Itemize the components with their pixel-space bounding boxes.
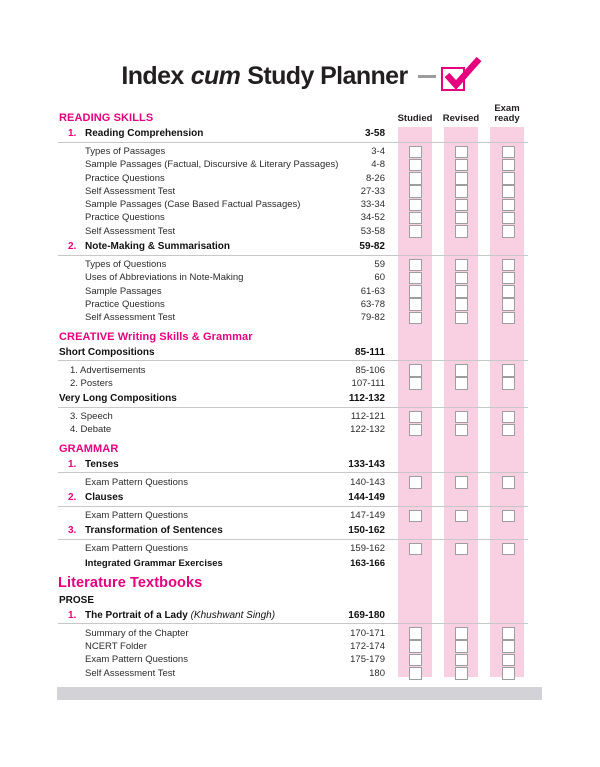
revised-checkbox[interactable] — [455, 654, 468, 667]
checkmark-icon — [444, 56, 482, 90]
row-label: Literature Textbooks — [58, 574, 203, 591]
page-range: 60 — [374, 272, 385, 284]
chapter-row — [58, 492, 528, 507]
studied-checkbox[interactable] — [409, 212, 422, 225]
revised-checkbox[interactable] — [455, 146, 468, 159]
row-label: Practice Questions — [85, 172, 165, 184]
group-heading-row — [58, 393, 528, 408]
revised-checkbox[interactable] — [455, 199, 468, 212]
page-range: 159-162 — [350, 543, 385, 555]
revised-checkbox[interactable] — [455, 159, 468, 172]
page-range: 144-149 — [348, 492, 385, 504]
studied-checkbox[interactable] — [409, 199, 422, 212]
studied-checkbox[interactable] — [409, 285, 422, 298]
section-heading — [59, 443, 528, 456]
row-label: 2. Posters — [70, 377, 113, 389]
exam-ready-checkbox[interactable] — [502, 259, 515, 272]
column-header-revised: Revised — [442, 112, 480, 124]
page-range: 3-4 — [371, 146, 385, 157]
page-range: 112-132 — [348, 393, 385, 405]
exam-ready-checkbox[interactable] — [502, 411, 515, 424]
bold-item-row — [58, 557, 528, 571]
row-label: Exam Pattern Questions — [85, 476, 188, 488]
toc-item-row — [58, 285, 528, 298]
revised-checkbox[interactable] — [455, 212, 468, 225]
exam-ready-checkbox[interactable] — [502, 212, 515, 225]
row-label: The Portrait of a Lady (Khushwant Singh) — [85, 609, 276, 621]
toc-item-row — [58, 476, 528, 489]
page-range: 27-33 — [360, 185, 385, 197]
studied-checkbox[interactable] — [409, 159, 422, 172]
page-range: 53-58 — [360, 225, 385, 237]
toc-item-row — [58, 211, 528, 224]
studied-checkbox[interactable] — [409, 172, 422, 185]
row-label: Self Assessment Test — [85, 312, 176, 324]
chapter-row — [58, 459, 528, 474]
row-label: Summary of the Chapter — [85, 627, 189, 639]
revised-checkbox[interactable] — [455, 640, 468, 653]
exam-ready-checkbox[interactable] — [502, 654, 515, 667]
page-range: 133-143 — [348, 458, 385, 470]
exam-ready-checkbox[interactable] — [502, 364, 515, 377]
page-range: 140-143 — [350, 476, 385, 488]
page-range: 172-174 — [350, 640, 385, 652]
chapter-row — [58, 128, 528, 143]
page-range: 61-63 — [360, 285, 385, 297]
page-range: 169-180 — [348, 609, 385, 621]
page-range: 3-58 — [364, 128, 385, 139]
row-label: Self Assessment Test — [85, 225, 176, 237]
studied-checkbox[interactable] — [409, 272, 422, 285]
chapter-number: 2. — [68, 241, 77, 253]
toc-item-row — [58, 667, 528, 680]
row-label: Practice Questions — [85, 298, 165, 310]
section-heading — [59, 112, 528, 125]
toc-item-row — [58, 185, 528, 198]
chapter-number: 1. — [68, 609, 77, 621]
revised-checkbox[interactable] — [455, 364, 468, 377]
toc-item-row — [58, 509, 528, 522]
page-range: 112-121 — [350, 411, 385, 423]
row-label: Reading Comprehension — [85, 128, 204, 139]
revised-checkbox[interactable] — [455, 298, 468, 311]
column-header-exam-ready: Exam ready — [494, 102, 520, 124]
revised-checkbox[interactable] — [455, 377, 468, 390]
chapter-row — [58, 610, 528, 625]
page-range: 147-149 — [350, 510, 385, 522]
chapter-row — [58, 241, 528, 256]
page-range: 175-179 — [350, 654, 385, 666]
exam-ready-checkbox[interactable] — [502, 627, 515, 640]
row-label: Clauses — [85, 492, 124, 504]
title-word-study-planner: Study Planner — [247, 61, 408, 90]
exam-ready-checkbox[interactable] — [502, 199, 515, 212]
page-range: 34-52 — [360, 212, 385, 224]
row-label: Exam Pattern Questions — [85, 654, 188, 666]
exam-ready-checkbox[interactable] — [502, 272, 515, 285]
title-word-cum: cum — [190, 61, 241, 90]
studied-checkbox[interactable] — [409, 640, 422, 653]
row-label: Sample Passages (Factual, Discursive & Literary Passages) — [85, 159, 339, 171]
exam-ready-checkbox[interactable] — [502, 146, 515, 159]
row-label: CREATIVE Writing Skills & Grammar — [59, 330, 253, 343]
toc-item-row — [58, 627, 528, 640]
studied-checkbox[interactable] — [409, 225, 422, 238]
row-label: Note-Making & Summarisation — [85, 241, 231, 253]
toc-item-row — [58, 377, 528, 390]
revised-checkbox[interactable] — [455, 411, 468, 424]
exam-ready-checkbox[interactable] — [502, 543, 515, 556]
page-range: 85-106 — [355, 364, 385, 376]
exam-ready-checkbox[interactable] — [502, 476, 515, 489]
revised-checkbox[interactable] — [455, 424, 468, 437]
studied-checkbox[interactable] — [409, 312, 422, 325]
studied-checkbox[interactable] — [409, 667, 422, 680]
row-label: Uses of Abbreviations in Note-Making — [85, 272, 244, 284]
page-range: 8-26 — [365, 172, 385, 184]
row-label: 4. Debate — [70, 424, 112, 436]
studied-checkbox[interactable] — [409, 424, 422, 437]
exam-ready-checkbox[interactable] — [502, 298, 515, 311]
row-label: Exam Pattern Questions — [85, 510, 188, 522]
chapter-number: 1. — [68, 458, 77, 470]
exam-ready-checkbox[interactable] — [502, 312, 515, 325]
toc-item-row — [58, 225, 528, 238]
page-range: 59 — [374, 259, 385, 271]
section-heading — [58, 575, 528, 592]
revised-checkbox[interactable] — [455, 172, 468, 185]
toc-item-row — [58, 258, 528, 271]
toc-item-row — [58, 364, 528, 377]
exam-ready-checkbox[interactable] — [502, 424, 515, 437]
revised-checkbox[interactable] — [455, 476, 468, 489]
page-range: 180 — [369, 667, 385, 679]
toc-rows — [58, 110, 528, 680]
page-range: 4-8 — [371, 159, 385, 171]
exam-ready-checkbox[interactable] — [502, 640, 515, 653]
revised-checkbox[interactable] — [455, 667, 468, 680]
row-label: Types of Questions — [85, 259, 167, 271]
toc-item-row — [58, 423, 528, 436]
footer-bar — [57, 687, 542, 700]
title-dash — [418, 75, 436, 78]
row-label: Practice Questions — [85, 212, 165, 224]
title-word-index: Index — [121, 61, 184, 90]
studied-checkbox[interactable] — [409, 543, 422, 556]
toc-item-row — [58, 640, 528, 653]
exam-ready-checkbox[interactable] — [502, 172, 515, 185]
exam-ready-checkbox[interactable] — [502, 377, 515, 390]
toc-item-row — [58, 542, 528, 555]
studied-checkbox[interactable] — [409, 146, 422, 159]
row-label: Types of Passages — [85, 146, 166, 157]
exam-ready-checkbox[interactable] — [502, 510, 515, 523]
chapter-number: 1. — [68, 128, 77, 139]
studied-checkbox[interactable] — [409, 364, 422, 377]
row-label: READING SKILLS — [59, 112, 154, 124]
studied-checkbox[interactable] — [409, 377, 422, 390]
revised-checkbox[interactable] — [455, 627, 468, 640]
studied-checkbox[interactable] — [409, 298, 422, 311]
revised-checkbox[interactable] — [455, 312, 468, 325]
toc-item-row — [58, 653, 528, 666]
revised-checkbox[interactable] — [455, 185, 468, 198]
studied-checkbox[interactable] — [409, 476, 422, 489]
row-label: Sample Passages — [85, 285, 162, 297]
toc-item-row — [58, 198, 528, 211]
row-label: Tenses — [85, 458, 119, 470]
row-label: PROSE — [59, 594, 95, 606]
studied-checkbox[interactable] — [409, 411, 422, 424]
chapter-row — [58, 525, 528, 540]
toc-item-row — [58, 410, 528, 423]
revised-checkbox[interactable] — [455, 225, 468, 238]
page-range: 63-78 — [360, 298, 385, 310]
page-range: 122-132 — [350, 424, 385, 436]
chapter-number: 3. — [68, 525, 77, 537]
page-range: 85-111 — [354, 346, 385, 358]
page-range: 163-166 — [350, 557, 385, 569]
page-range: 107-111 — [351, 377, 385, 389]
column-header-studied: Studied — [397, 112, 433, 124]
studied-checkbox[interactable] — [409, 627, 422, 640]
author-name: (Khushwant Singh) — [187, 609, 276, 621]
revised-checkbox[interactable] — [455, 272, 468, 285]
studied-checkbox[interactable] — [409, 259, 422, 272]
exam-ready-checkbox[interactable] — [502, 667, 515, 680]
page-range: 33-34 — [360, 199, 385, 211]
revised-checkbox[interactable] — [455, 543, 468, 556]
revised-checkbox[interactable] — [455, 285, 468, 298]
row-label: Exam Pattern Questions — [85, 543, 188, 555]
row-label: NCERT Folder — [85, 640, 147, 652]
row-label: Transformation of Sentences — [85, 525, 223, 537]
row-label: 3. Speech — [70, 411, 113, 423]
page-range: 79-82 — [360, 312, 385, 324]
row-label: Very Long Compositions — [59, 393, 177, 405]
section-heading — [59, 331, 528, 344]
revised-checkbox[interactable] — [455, 510, 468, 523]
toc-item-row — [58, 158, 528, 171]
group-heading-row — [58, 347, 528, 362]
exam-ready-checkbox[interactable] — [502, 185, 515, 198]
row-label: GRAMMAR — [59, 442, 119, 455]
revised-checkbox[interactable] — [455, 259, 468, 272]
checkmark-logo-icon — [439, 59, 479, 93]
exam-ready-checkbox[interactable] — [502, 225, 515, 238]
exam-ready-checkbox[interactable] — [502, 159, 515, 172]
studied-checkbox[interactable] — [409, 654, 422, 667]
page-title — [0, 58, 600, 94]
row-label: Sample Passages (Case Based Factual Passages) — [85, 199, 301, 211]
row-label: Integrated Grammar Exercises — [85, 557, 223, 569]
toc-item-row — [58, 311, 528, 324]
row-label: Short Compositions — [59, 346, 155, 358]
toc-item-row — [58, 145, 528, 158]
toc-item-row — [58, 172, 528, 185]
row-label: Self Assessment Test — [85, 667, 176, 679]
page-range: 59-82 — [359, 241, 385, 253]
row-label: 1. Advertisements — [70, 364, 146, 376]
group-heading-row — [58, 594, 528, 607]
page-range: 170-171 — [350, 627, 385, 639]
toc-item-row — [58, 271, 528, 284]
toc-item-row — [58, 298, 528, 311]
studied-checkbox[interactable] — [409, 510, 422, 523]
page-range: 150-162 — [348, 525, 385, 537]
chapter-number: 2. — [68, 492, 77, 504]
row-label: Self Assessment Test — [85, 185, 176, 197]
studied-checkbox[interactable] — [409, 185, 422, 198]
exam-ready-checkbox[interactable] — [502, 285, 515, 298]
